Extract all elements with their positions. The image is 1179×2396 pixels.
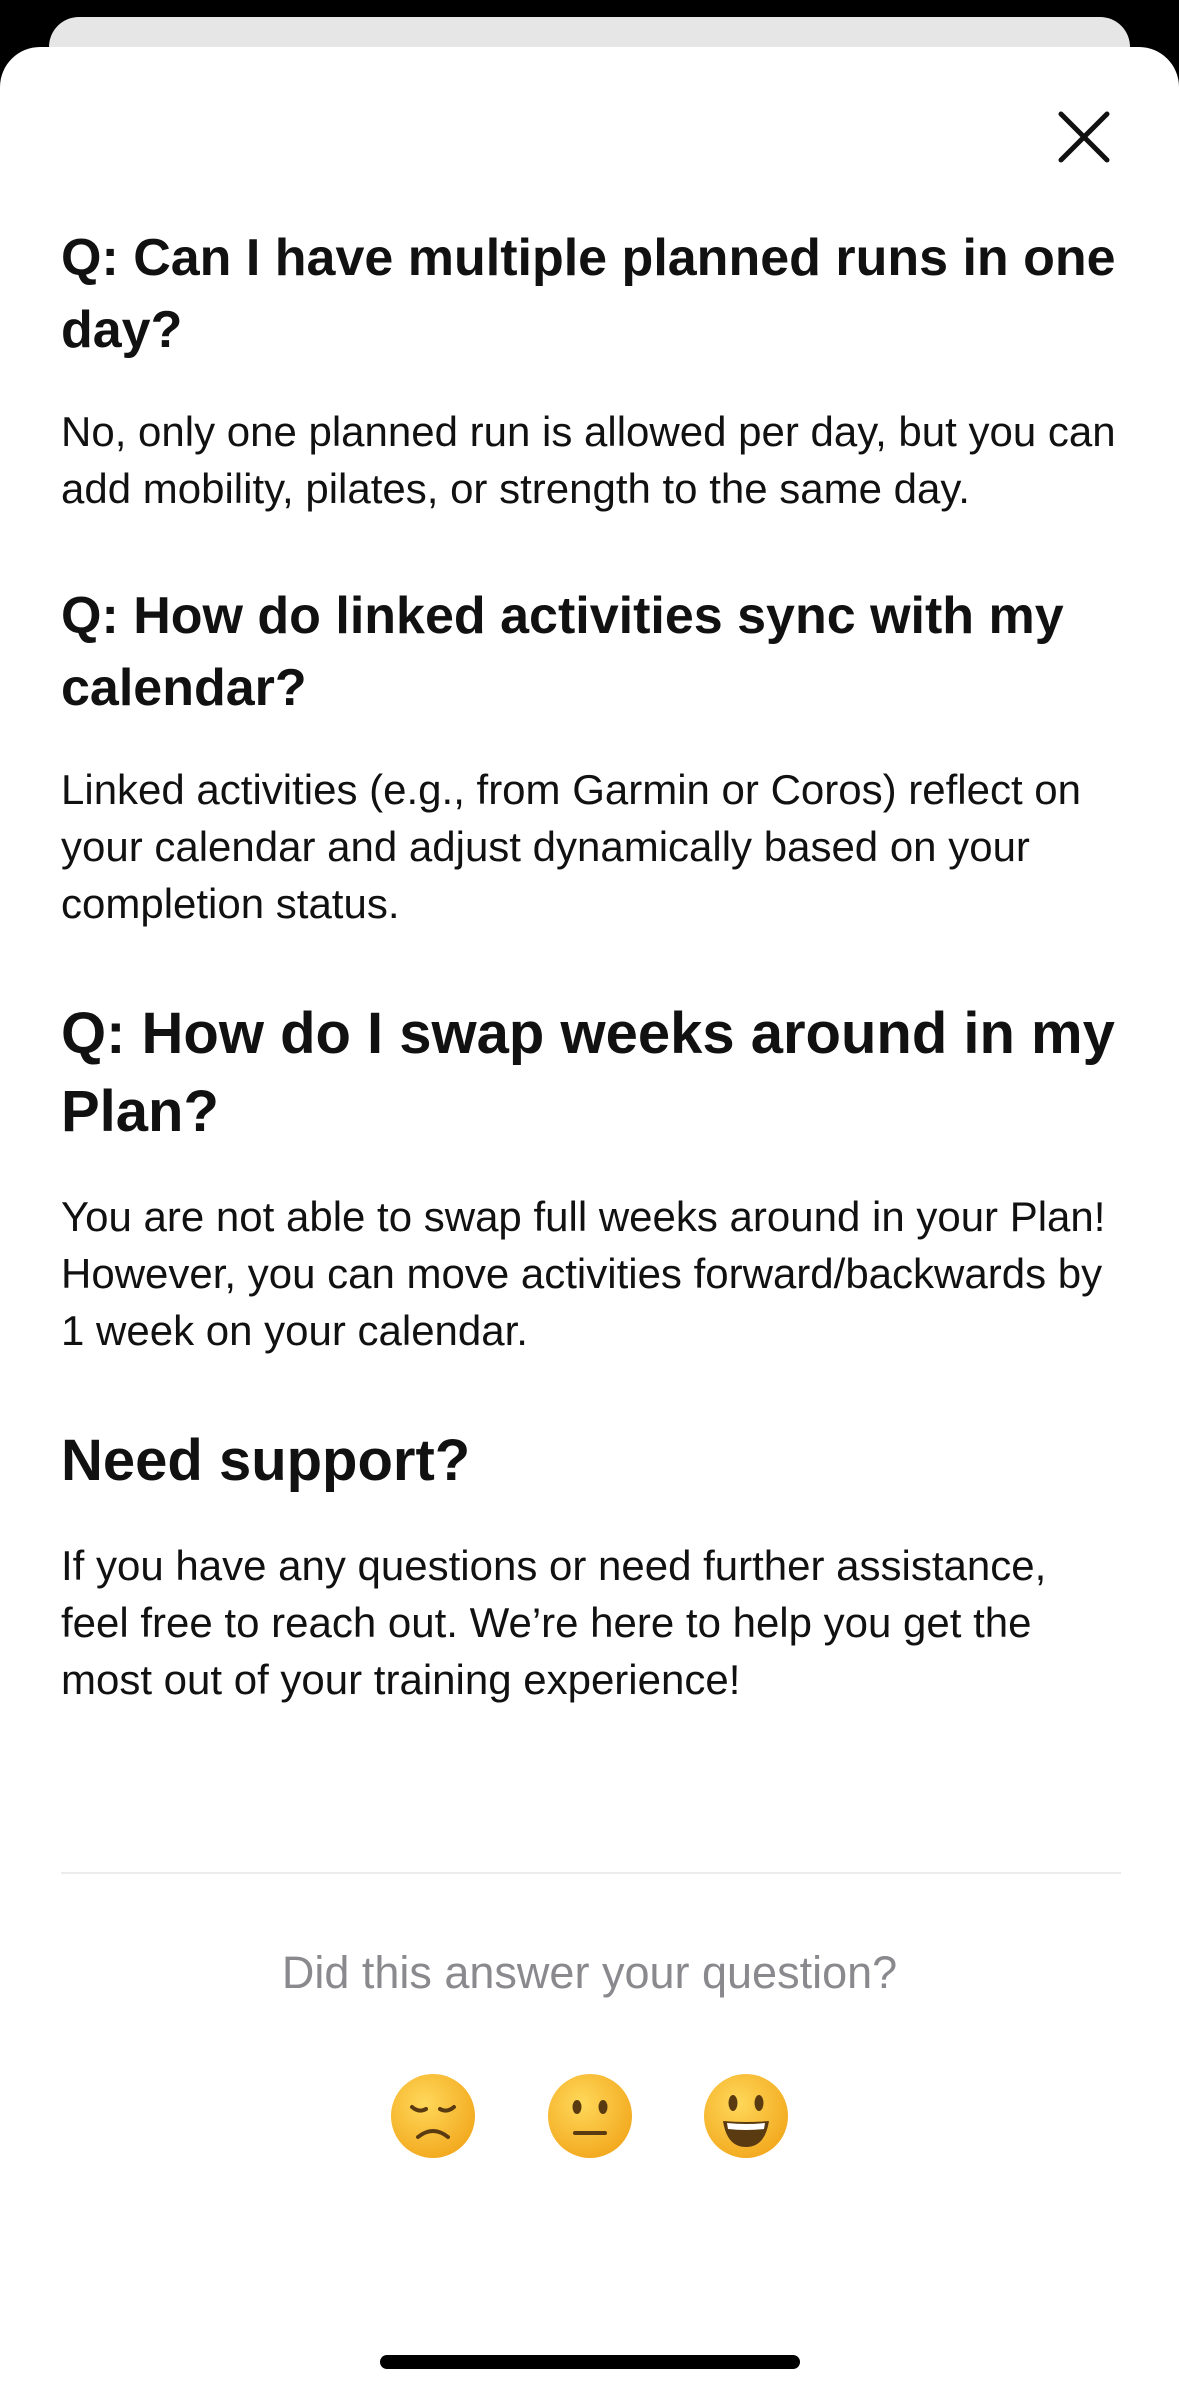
feedback-prompt: Did this answer your question? (281, 1947, 898, 1998)
close-button[interactable] (1049, 102, 1119, 172)
feedback-options (0, 2071, 1179, 2161)
divider (61, 1872, 1121, 1874)
happy-face-icon (701, 2071, 791, 2161)
home-indicator[interactable] (380, 2355, 800, 2369)
faq-question: Q: How do I swap weeks around in my Plan? (61, 1001, 1115, 1144)
close-icon (1049, 102, 1119, 172)
support-title: Need support? (61, 1428, 471, 1493)
sad-face-icon (388, 2071, 478, 2161)
feedback-sad-button[interactable] (388, 2071, 478, 2161)
feedback-happy-button[interactable] (701, 2071, 791, 2161)
faq-sheet (0, 47, 1179, 2396)
faq-answer: No, only one planned run is allowed per day, but you can add mobility, pilates, or strength to the same day. (61, 408, 1116, 512)
faq-content (61, 222, 1121, 1708)
feedback-neutral-button[interactable] (545, 2071, 635, 2161)
faq-question: Q: How do linked activities sync with my calendar? (61, 587, 1064, 717)
faq-question: Q: Can I have multiple planned runs in one day? (61, 229, 1116, 359)
faq-answer: You are not able to swap full weeks around in your Plan! However, you can move activities forward/backwards by 1 week on your calendar. (61, 1193, 1106, 1354)
support-body: If you have any questions or need further assistance, feel free to reach out. We’re here to help you get the most out of your training experience! (61, 1542, 1047, 1703)
neutral-face-icon (545, 2071, 635, 2161)
faq-answer: Linked activities (e.g., from Garmin or Coros) reflect on your calendar and adjust dynamically based on your completion status. (61, 766, 1082, 927)
